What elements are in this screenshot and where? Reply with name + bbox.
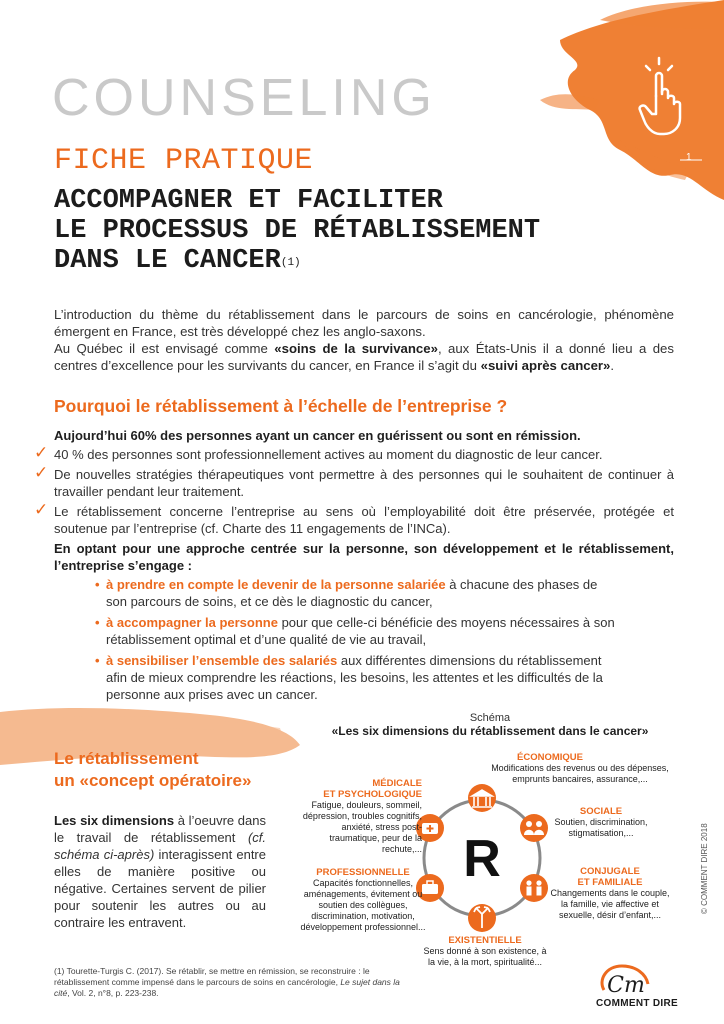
dimension-existentielle: EXISTENTIELLE Sens donné à son existence, à la vie, à la mort, spiritualité...: [423, 935, 547, 967]
list-item: ✓ 40 % des personnes sont professionnellement actives au moment du diagnostic de leur cancer.: [34, 443, 603, 462]
document-title: [54, 186, 540, 276]
dimension-conjugale: CONJUGALE ET FAMILIALE Changements dans le couple, la famille, vie affective et sexuelle, désir d’enfant,...: [550, 866, 670, 920]
intro-paragraph-2: Au Québec il est envisagé comme «soins de la survivance», aux États-Unis il a donné lieu a des centres d’excellence pour les survivants du cancer, en France il s’agit du «suivi après cancer».: [54, 341, 674, 373]
schema-label: Schéma: [469, 712, 511, 724]
checkmark-icon: ✓: [34, 500, 49, 519]
center-letter: R: [463, 830, 501, 888]
brand-heading: COUNSELING: [52, 69, 436, 127]
intro-paragraph-1: L’introduction du thème du rétablissement dans le parcours de soins en cancérologie, phénomène émergent en France, est très développé chez les anglo-saxons.: [54, 307, 674, 339]
commitment-intro: En optant pour une approche centrée sur la personne, son développement et le rétablissement, l’entreprise s’engage :: [54, 541, 674, 573]
footnote-ref: (1): [280, 257, 301, 269]
check-list: [34, 443, 674, 540]
list-item: ✓ De nouvelles stratégies thérapeutiques vont permettre à des personnes qui le souhaitent de continuer à travailler pendant leur traitement.: [34, 463, 674, 499]
comment-dire-logo: [596, 962, 656, 998]
logo-wordmark: COMMENT DIRE: [596, 998, 678, 1009]
list-item: • à sensibiliser l’ensemble des salariés aux différentes dimensions du rétablissement afin de mieux comprendre les réactions, les besoins, les attentes et les difficultés de la personne aux prises avec un cancer.: [95, 653, 603, 702]
list-item: • à prendre en compte le devenir de la personne salariée à chacune des phases de son parcours de soins, et ce dès le diagnostic du cancer,: [95, 577, 598, 609]
bullet-icon: •: [95, 653, 100, 668]
dimension-economique: ÉCONOMIQUE Modifications des revenus ou des dépenses, emprunts bancaires, assurance,...: [491, 752, 669, 784]
section-title: Pourquoi le rétablissement à l’échelle de l’entreprise ?: [54, 396, 508, 416]
checkmark-icon: ✓: [34, 443, 49, 462]
dimension-medicale: MÉDICALE ET PSYCHOLOGIQUE Fatigue, douleurs, sommeil, dépression, troubles cognitifs, anxiété, stress post-traumatique, peur de la rechute,...: [302, 778, 422, 854]
intro-text: [54, 306, 674, 374]
footnote: (1) Tourette-Turgis C. (2017). Se rétablir, se mettre en rémission, se reconstruire : le rétablissement comme impensé dans le parcours de soins en cancérologie, Le sujet dans la cité, Vol. 2, n°8, p. 223-238.: [54, 966, 400, 998]
svg-text:Cm: Cm: [607, 973, 645, 998]
schema-title: «Les six dimensions du rétablissement dans le cancer»: [331, 724, 649, 738]
title-line-1: ACCOMPAGNER ET FACILITER: [54, 186, 443, 216]
economique-node-icon: [468, 784, 496, 812]
sociale-node-icon: [520, 814, 548, 842]
bullet-icon: •: [95, 615, 100, 630]
title-line-3: DANS LE CANCER$^{(1)}$: [54, 246, 301, 276]
list-item: • à accompagner la personne pour que celle-ci bénéficie des moyens nécessaires à son rétablissement optimal et d’une qualité de vie au travail,: [95, 615, 615, 647]
checkmark-icon: ✓: [34, 463, 49, 482]
page-number: 1: [686, 152, 692, 163]
statistic-line: Aujourd’hui 60% des personnes ayant un cancer en guérissent ou sont en rémission.: [54, 428, 581, 443]
fiche-pratique-label: FICHE PRATIQUE: [54, 144, 314, 178]
bullet-icon: •: [95, 577, 100, 592]
copyright-vertical: © COMMENT DIRE 2018: [700, 823, 709, 914]
list-item: ✓ Le rétablissement concerne l’entreprise au sens où l’employabilité doit être préservée, protégée et soutenue par l’entreprise (cf. Charte des 11 engagements de l’INCa).: [34, 500, 674, 536]
concept-text: Les six dimensions à l’oeuvre dans le travail de rétablissement (cf. schéma ci-après) interagissent entre elles de manière positive ou négative. Certaines servent de pilier pour soutenir les autres ou au contraire les entravent.: [54, 813, 266, 930]
commitment-list: [96, 576, 616, 707]
concept-title: Le rétablissement un «concept opératoire»: [54, 749, 252, 790]
title-line-2: LE PROCESSUS DE RÉTABLISSEMENT: [54, 216, 541, 246]
existentielle-node-icon: [468, 904, 496, 932]
top-right-brush-splash: [540, 0, 724, 200]
dimension-sociale: SOCIALE Soutien, discrimination, stigmatisation,...: [554, 806, 648, 838]
conjugale-node-icon: [520, 874, 548, 902]
dimension-professionnelle: PROFESSIONNELLE Capacités fonctionnelles, aménagements, évitement ou soutien des collègues, discrimination, motivation, développement professionnel...: [300, 867, 426, 932]
